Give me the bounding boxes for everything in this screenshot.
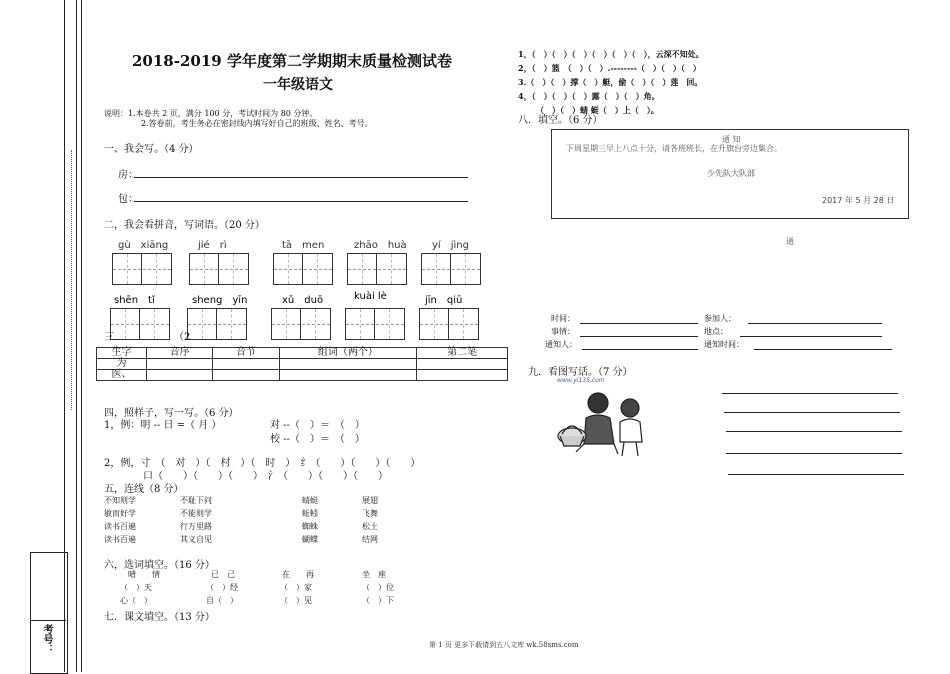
match-col-2 — [180, 494, 212, 546]
table-cell[interactable] — [146, 370, 212, 381]
form-line-notifier[interactable] — [582, 349, 698, 350]
seal-line — [76, 0, 82, 672]
notice-body: 下周星期三早上八点十分，请各班班长，在升旗台旁边集合。 — [566, 144, 782, 153]
form-line-place[interactable] — [740, 336, 882, 337]
table-header: 生字 — [97, 348, 147, 359]
section3-title-suffix: （2 — [174, 332, 191, 343]
stray-char: 通 — [786, 237, 794, 246]
match-item[interactable]: 不知则学 — [104, 496, 136, 505]
fill-blank[interactable]: （ ）下 — [362, 596, 394, 605]
table-cell[interactable] — [146, 359, 212, 370]
tianzige-box[interactable] — [421, 253, 481, 285]
match-item[interactable]: 结网 — [362, 535, 378, 544]
table-header-row — [97, 348, 508, 359]
match-item[interactable]: 蜻蜓 — [302, 496, 318, 505]
table-cell: 医、 — [97, 370, 147, 381]
write-label-bao: 包： — [118, 194, 138, 205]
table-header: 第二笔 — [417, 348, 508, 359]
section5-title: 五，连线（8 分） — [104, 484, 184, 495]
dotted-fold — [71, 150, 72, 410]
fill-blank[interactable]: （ ）位 — [362, 583, 394, 592]
match-item[interactable]: 敏而好学 — [104, 509, 136, 518]
table-cell[interactable] — [213, 370, 279, 381]
fill-blank[interactable]: 心（ ） — [120, 596, 152, 605]
fill-line[interactable]: 2，（ ）篮 （ ）（ ）.--------（ ）（ ）（ ） — [518, 63, 701, 73]
fill-blank[interactable]: （ ）家 — [280, 583, 312, 592]
match-item[interactable]: 展翅 — [362, 496, 378, 505]
form-line-time[interactable] — [580, 323, 698, 324]
table-header: 音序 — [146, 348, 212, 359]
tianzige-box[interactable] — [112, 253, 172, 285]
fill-blank[interactable]: （ ）见 — [280, 596, 312, 605]
form-label-participants: 参加人： — [704, 314, 736, 323]
form-label-time: 时间： — [551, 314, 575, 323]
pinyin-6: shēn tǐ — [114, 295, 155, 306]
section1-title: 一、我会写。（4 分） — [104, 144, 199, 155]
match-item[interactable]: 行万里路 — [180, 522, 212, 531]
tianzige-box[interactable] — [187, 308, 247, 340]
tianzige-box[interactable] — [273, 253, 333, 285]
exam-no-label: 考号： — [41, 624, 52, 654]
form-label-notice-time: 通知时间： — [704, 340, 744, 349]
match-item[interactable]: 不耻下问 — [180, 496, 212, 505]
match-col-1 — [104, 494, 136, 546]
fill-line[interactable]: 1，（ ）（ ）（ ）（ ）（ ）（ ），云深不知处。 — [518, 49, 704, 59]
table-cell[interactable] — [213, 359, 279, 370]
match-item[interactable]: 读书百遍 — [104, 535, 136, 544]
pinyin-8: xǔ duō — [282, 295, 324, 306]
section9-title: 九．看图写话。（7 分） — [528, 367, 633, 378]
tianzige-box[interactable] — [110, 308, 170, 340]
form-line-participants[interactable] — [748, 323, 882, 324]
match-item[interactable]: 其义自见 — [180, 535, 212, 544]
table-cell[interactable] — [279, 359, 417, 370]
notice-date: 2017 年 5 月 28 日 — [822, 196, 895, 205]
page-footer: 第 1 页 更多下载请到五八文库 wk.58sms.com — [429, 641, 579, 649]
section4-title: 四，照样子，写一写。（6 分） — [104, 408, 239, 419]
fill-blank[interactable]: （ ）经 — [206, 583, 238, 592]
writing-line[interactable] — [726, 453, 902, 454]
section6-title: 六，选词填空。（16 分） — [104, 560, 215, 571]
notice-box — [551, 129, 909, 219]
table-header: 组词（两个） — [279, 348, 417, 359]
write-line-bao[interactable] — [134, 201, 468, 202]
tianzige-box[interactable] — [419, 308, 479, 340]
write-label-fang: 房： — [118, 170, 138, 181]
form-label-notifier: 通知人： — [545, 340, 577, 349]
example-1-line-1[interactable]: 对 --（ ）＝ （ ） — [270, 420, 365, 431]
fill-line[interactable]: 3.（ ）（ ）撑（ ）艇，偷（ ）（ ）莲 回。 — [518, 77, 703, 87]
fill-lines — [518, 47, 704, 117]
word-pair: 已 己 — [211, 570, 235, 579]
tianzige-box[interactable] — [345, 308, 405, 340]
example-1-line-2[interactable]: 校 --（ ）＝ （ ） — [270, 434, 365, 445]
page-title: 2018-2019 学年度第二学期期末质量检测试卷 — [132, 52, 452, 70]
fill-line[interactable]: （ ）（ ）蜻 蜓（ ）上（ ）。 — [536, 105, 659, 115]
site-logo: www.yi135.com — [557, 377, 605, 384]
kids-picture — [556, 388, 660, 460]
pinyin-5: yí jìng — [432, 240, 469, 251]
binding-margin — [0, 0, 80, 672]
instruction-2: 2.答卷前，考生务必在密封线内填写好自己的班级、姓名、考号。 — [141, 119, 373, 128]
example-1: 1，例：明 -- 日 =（ 月 ） — [104, 420, 222, 431]
tianzige-box[interactable] — [189, 253, 249, 285]
pinyin-7: sheng yīn — [192, 295, 248, 306]
fill-blank[interactable]: （ ）天 — [120, 583, 152, 592]
table-row — [97, 370, 508, 381]
fill-blank[interactable]: 自（ ） — [206, 596, 238, 605]
table-cell[interactable] — [279, 370, 417, 381]
notice-org: 少先队大队部 — [707, 169, 755, 178]
page-subtitle: 一年级语文 — [263, 77, 333, 93]
table-header: 音节 — [213, 348, 279, 359]
writing-line[interactable] — [726, 431, 902, 432]
table-cell: 为 — [97, 359, 147, 370]
example-2-line-2[interactable]: 口（ ）（ ）（ ） 氵（ ）（ ）（ ） — [143, 471, 388, 482]
pinyin-2: jié rì — [198, 240, 227, 251]
notice-heading: 通 知 — [722, 135, 741, 144]
match-item[interactable]: 飞舞 — [362, 509, 378, 518]
match-item[interactable]: 不能则学 — [180, 509, 212, 518]
instruction-1: 说明：1.本卷共 2 页，满分 100 分，考试时间为 80 分钟。 — [104, 109, 318, 118]
section3-title-prefix: 三 — [104, 332, 114, 343]
pinyin-10: jīn qiū — [425, 295, 463, 306]
match-col-4 — [362, 494, 378, 546]
form-label-place: 地点： — [704, 327, 728, 336]
word-pair: 晴 情 — [128, 570, 160, 579]
tianzige-box[interactable] — [347, 253, 407, 285]
match-item[interactable]: 松土 — [362, 522, 378, 531]
form-line-matter[interactable] — [580, 336, 698, 337]
match-item[interactable]: 读书百遍 — [104, 522, 136, 531]
writing-line[interactable] — [728, 474, 904, 475]
table-row — [97, 359, 508, 370]
section8-title: 八．填空。（6 分） — [518, 115, 603, 126]
match-item[interactable]: 蜘蛛 — [302, 522, 318, 531]
writing-line[interactable] — [722, 393, 898, 394]
character-table — [96, 347, 508, 381]
fill-line[interactable]: 4，（ ）（ ）（ ）露（ ）（ ）角。 — [518, 91, 660, 101]
word-pair: 坐 座 — [362, 570, 386, 579]
table-cell[interactable] — [417, 359, 508, 370]
section7-title: 七．课文填空。（13 分） — [104, 612, 215, 623]
example-2-line-1[interactable]: 2，例，寸 （ 对 ）（ 村 ）（ 时 ） 纟（ ）（ ）（ ） — [104, 458, 421, 469]
table-cell[interactable] — [417, 370, 508, 381]
tianzige-box[interactable] — [271, 308, 331, 340]
pinyin-1: gù xiāng — [118, 240, 169, 251]
word-pair: 在 再 — [282, 570, 314, 579]
match-col-3 — [302, 494, 318, 546]
writing-line[interactable] — [724, 412, 900, 413]
match-item[interactable]: 蚯蚓 — [302, 509, 318, 518]
pinyin-9: kuài lè — [354, 291, 387, 302]
pinyin-3: tā men — [282, 240, 325, 251]
form-label-matter: 事情： — [551, 327, 575, 336]
section2-title: 二，我会看拼音，写词语。（20 分） — [104, 220, 265, 231]
form-line-notice-time[interactable] — [754, 349, 892, 350]
write-line-fang[interactable] — [134, 177, 468, 178]
pinyin-4: zhāo huà — [354, 240, 407, 251]
match-item[interactable]: 蝴蝶 — [302, 535, 318, 544]
